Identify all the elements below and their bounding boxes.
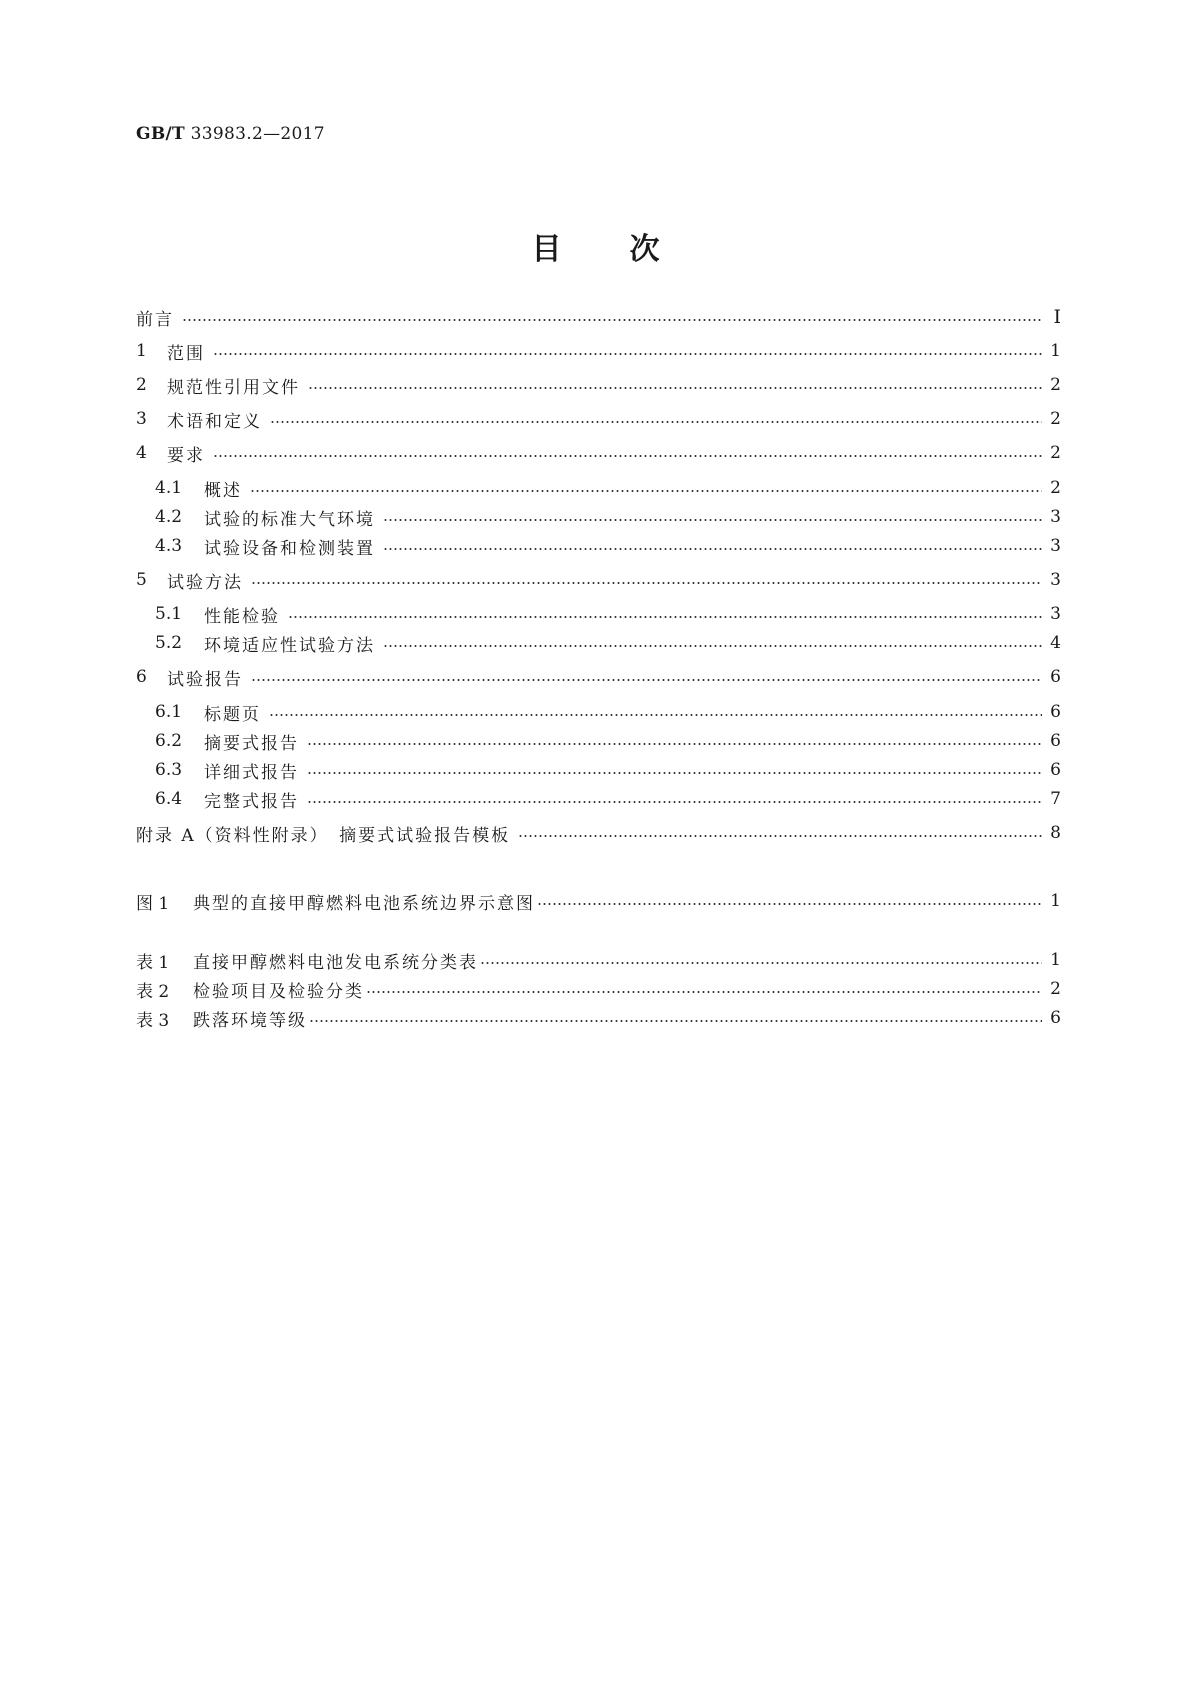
toc-entry-number: 4.3 (155, 536, 183, 556)
dot-leader (307, 801, 1042, 803)
toc-entry-label: 试验设备和检测装置 (204, 538, 375, 559)
toc-entry-label: 完整式报告 (204, 791, 299, 812)
toc-entry[interactable] (136, 566, 1061, 594)
toc-subentry[interactable] (155, 756, 1061, 784)
toc-entry-number: 4.1 (155, 478, 183, 498)
toc-subentry[interactable] (155, 503, 1061, 531)
toc-table-page: 6 (1050, 1008, 1061, 1028)
toc-entry-page: 3 (1050, 536, 1061, 556)
toc-entry-page: 6 (1050, 760, 1061, 780)
dot-leader (307, 772, 1042, 774)
toc-entry-appendix[interactable] (136, 819, 1061, 847)
standard-code (136, 124, 325, 144)
dot-leader (182, 319, 1043, 321)
toc-entry-page: 3 (1050, 507, 1061, 527)
dot-leader (383, 519, 1042, 521)
dot-leader (269, 714, 1042, 716)
toc-entry[interactable] (136, 663, 1061, 691)
dot-leader (288, 616, 1042, 618)
dot-leader (307, 743, 1042, 745)
toc-figure-label: 典型的直接甲醇燃料电池系统边界示意图 (193, 893, 535, 914)
toc-table-entry[interactable] (136, 946, 1061, 974)
toc-table-number: 表 1 (136, 952, 170, 973)
toc-subentry[interactable] (155, 629, 1061, 657)
standard-prefix: GB/T (136, 124, 185, 144)
toc-entry-page: 4 (1050, 633, 1061, 653)
toc-entry-label: 前言 (136, 309, 174, 330)
toc-entry-page: 8 (1050, 823, 1061, 843)
dot-leader (250, 490, 1042, 492)
toc-subentry[interactable] (155, 785, 1061, 813)
toc-entry-page: 2 (1050, 478, 1061, 498)
toc-entry[interactable] (136, 439, 1061, 467)
toc-entry-page: 3 (1050, 570, 1061, 590)
toc-entry-label: 试验的标准大气环境 (204, 509, 375, 530)
toc-entry-number: 6.2 (155, 731, 183, 751)
toc-table-page: 2 (1050, 979, 1061, 999)
toc-entry-number: 4 (136, 443, 147, 463)
toc-figure-number: 图 1 (136, 893, 170, 914)
dot-leader (251, 582, 1042, 584)
toc-entry[interactable] (136, 337, 1061, 365)
toc-entry[interactable] (136, 371, 1061, 399)
toc-entry[interactable] (136, 405, 1061, 433)
toc-entry-number: 5.2 (155, 633, 183, 653)
toc-table-entry[interactable] (136, 975, 1061, 1003)
page-title (0, 224, 1191, 268)
dot-leader (251, 679, 1042, 681)
title-char-2: 次 (629, 232, 660, 267)
toc-entry-page: 2 (1050, 375, 1061, 395)
dot-leader (213, 455, 1042, 457)
toc-entry-label: 附录 A（资料性附录） 摘要式试验报告模板 (136, 825, 511, 846)
toc-entry-number: 6.1 (155, 702, 183, 722)
toc-entry-label: 环境适应性试验方法 (204, 635, 375, 656)
toc-entry-number: 1 (136, 341, 147, 361)
toc-entry-number: 6 (136, 667, 147, 687)
toc-entry-label: 试验方法 (167, 572, 243, 593)
dot-leader (480, 962, 1042, 964)
dot-leader (213, 353, 1042, 355)
toc-entry-label: 术语和定义 (167, 411, 262, 432)
toc-table-entry[interactable] (136, 1004, 1061, 1032)
dot-leader (270, 421, 1042, 423)
dot-leader (537, 903, 1042, 905)
toc-entry-number: 5 (136, 570, 147, 590)
toc-subentry[interactable] (155, 474, 1061, 502)
toc-entry-label: 试验报告 (167, 669, 243, 690)
title-char-1: 目 (531, 232, 562, 267)
toc-entry-label: 范围 (167, 343, 205, 364)
toc-entry-page: 3 (1050, 604, 1061, 624)
toc-entry-page: 2 (1050, 409, 1061, 429)
toc-entry-label: 性能检验 (204, 606, 280, 627)
toc-table-number: 表 3 (136, 1010, 170, 1031)
toc-entry-number: 6.4 (155, 789, 183, 809)
toc-figure-page: 1 (1050, 891, 1061, 911)
toc-subentry[interactable] (155, 727, 1061, 755)
dot-leader (309, 1020, 1042, 1022)
toc-entry-number: 4.2 (155, 507, 183, 527)
toc-entry-number: 5.1 (155, 604, 183, 624)
toc-entry-page: 2 (1050, 443, 1061, 463)
toc-entry-label: 详细式报告 (204, 762, 299, 783)
dot-leader (383, 645, 1042, 647)
toc-table-label: 检验项目及检验分类 (193, 981, 364, 1002)
toc-entry-label: 概述 (204, 480, 242, 501)
standard-number: 33983.2—2017 (190, 124, 325, 144)
toc-entry-number: 6.3 (155, 760, 183, 780)
toc-entry-foreword[interactable] (136, 303, 1061, 331)
dot-leader (308, 387, 1042, 389)
toc-table-number: 表 2 (136, 981, 170, 1002)
toc-table-label: 跌落环境等级 (193, 1010, 307, 1031)
toc-entry-page: 1 (1050, 341, 1061, 361)
toc-subentry[interactable] (155, 532, 1061, 560)
toc-entry-label: 标题页 (204, 704, 261, 725)
toc-entry-label: 规范性引用文件 (167, 377, 300, 398)
dot-leader (366, 991, 1042, 993)
toc-entry-label: 摘要式报告 (204, 733, 299, 754)
toc-entry-page: 7 (1050, 789, 1061, 809)
toc-figure-entry[interactable] (136, 887, 1061, 915)
toc-entry-page: 6 (1050, 667, 1061, 687)
toc-entry-label: 要求 (167, 445, 205, 466)
dot-leader (518, 835, 1042, 837)
toc-entry-page: 6 (1050, 731, 1061, 751)
toc-subentry[interactable] (155, 698, 1061, 726)
toc-subentry[interactable] (155, 600, 1061, 628)
toc-entry-page: I (1053, 306, 1061, 328)
toc-entry-page: 6 (1050, 702, 1061, 722)
toc-table-label: 直接甲醇燃料电池发电系统分类表 (193, 952, 478, 973)
dot-leader (383, 548, 1042, 550)
toc-entry-number: 2 (136, 375, 147, 395)
toc-table-page: 1 (1050, 950, 1061, 970)
toc-entry-number: 3 (136, 409, 147, 429)
